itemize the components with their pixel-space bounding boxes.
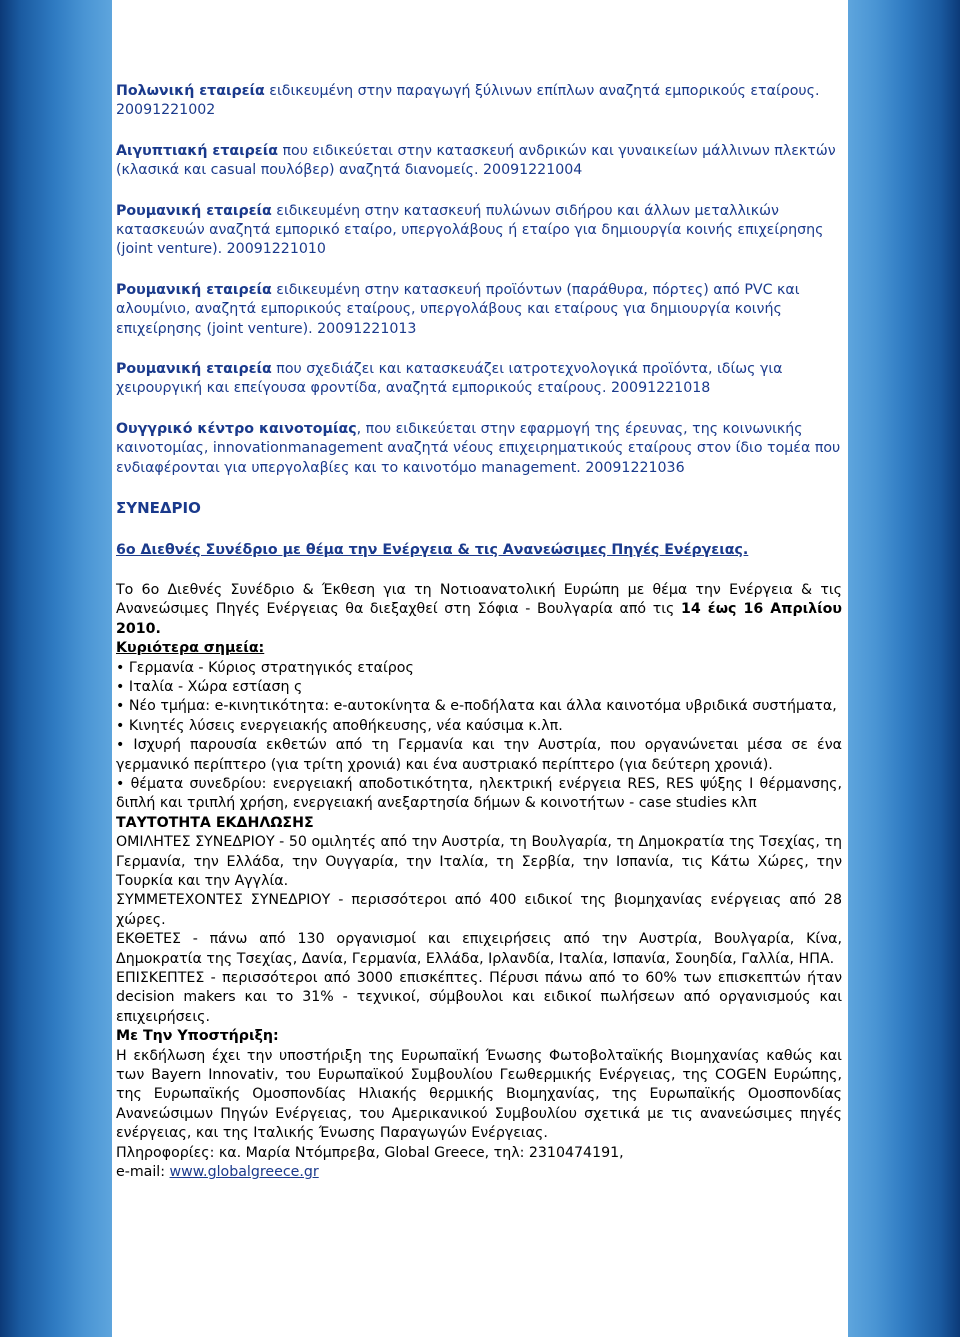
- listing-ref: 20091221002: [116, 102, 216, 119]
- listing-description: που σχεδιάζει και κατασκευάζει ιατροτεχνολογικά προϊόντα, ιδίως για χειρουργική και επείγουσα φροντίδα, αναζητά εμπορικούς εταίρους.: [116, 361, 783, 397]
- identity-label: ΤΑΥΤΟΤΗΤΑ ΕΚΔΗΛΩΣΗΣ: [116, 814, 314, 831]
- identity-item: ΕΚΘΕΤΕΣ - πάνω από 130 οργανισμοί και επιχειρήσεις από την Αυστρία, Βουλγαρία, Κίνα, Δημοκρατία της Τσεχίας, Δανία, Γερμανία, Ελλάδα, Ιρλανδία, Ιταλία, Ισπανία, Σουηδία, Γαλλία, ΗΠΑ.: [116, 931, 842, 967]
- highlight-item: • Γερμανία - Κύριος στρατηγικός εταίρος: [116, 659, 842, 678]
- listing-entry: [116, 202, 842, 260]
- identity-item: ΟΜΙΛΗΤΕΣ ΣΥΝΕΔΡΙΟΥ - 50 ομιλητές από την Αυστρία, τη Βουλγαρία, τη Δημοκρατία της Τσεχίας, τη Γερμανία, την Ελλάδα, την Ουγγαρία, την Ιταλία, τη Σερβία, την Ισπανία, τις Κάτω Χώρες, την Τουρκία και την Αγγλία.: [116, 834, 842, 889]
- listing-ref: 20091221013: [317, 320, 417, 337]
- email-label: e-mail:: [116, 1164, 170, 1181]
- listing-company: Ρουμανική εταιρεία: [116, 281, 272, 298]
- support-text: Η εκδήλωση έχει την υποστήριξη της Ευρωπαϊκή Ένωσης Φωτοβολταϊκής Βιομηχανίας καθώς και των Bayern Innovativ, του Ευρωπαϊκού Συμβουλίου Γεωθερμικής Ενέργειας, της COGEN Ευρώπης, της Ευρωπαϊκής Ομοσπονδίας Ηλιακής θερμικής Βιομηχανίας, της Ευρωπαϊκής Ομοσπονδίας Ανανεώσιμων Πηγών Ενέργειας, του Αμερικανικού Συμβουλίου σχετικά με τις ανανεώσιμες πηγές ενέργειας, και της Ιταλικής Ένωσης Παραγωγών Ενέργειας.: [116, 1047, 842, 1142]
- website-link[interactable]: www.globalgreece.gr: [169, 1164, 319, 1181]
- listing-description: ειδικευμένη στην κατασκευή προϊόντων (παράθυρα, πόρτες) από PVC και αλουμίνιο, αναζητά εμπορικούς εταίρους, υπεργολάβους και εταίρους για δημιουργία κοινής επιχείρησης (joint venture).: [116, 281, 800, 337]
- listing-entry: [116, 82, 842, 121]
- listing-ref: 20091221036: [585, 459, 685, 476]
- listing-entry: [116, 142, 842, 181]
- listing-description: ειδικευμένη στην κατασκευή πυλώνων σιδήρου και άλλων μεταλλικών κατασκευών αναζητά εμπορικό εταίρο, υπεργολάβους ή εταίρο για δημιουργία κοινής επιχείρησης (joint venture).: [116, 202, 824, 258]
- highlight-item: • Νέο τμήμα: e-κινητικότητα: e-αυτοκίνητα & e-ποδήλατα και άλλα καινοτόμα υβριδικά συστήματα,: [116, 697, 842, 716]
- identity-item: ΣΥΜΜΕΤΕΧΟΝΤΕΣ ΣΥΝΕΔΡΙΟΥ - περισσότεροι από 400 ειδικοί της βιομηχανίας ενέργειας από 28 χώρες.: [116, 892, 842, 928]
- listing-description: , που ειδικεύεται στην εφαρμογή της έρευνας, της κοινωνικής καινοτομίας, innovationmanagement αναζητά νέους επιχειρηματικούς εταίρους στον ίδιο τομέα που ενδιαφέρονται για υπεργολαβίες και το καινοτόμο management.: [116, 420, 841, 476]
- highlight-item: • Ισχυρή παρουσία εκθετών από τη Γερμανία και την Αυστρία, που οργανώνεται μέσα σε ένα γερμανικό περίπτερο (για τρίτη χρονιά) και ένα αυστριακό περίπτερο (για δεύτερη χρονιά).: [116, 736, 842, 775]
- listing-company: Ρουμανική εταιρεία: [116, 361, 272, 378]
- listing-company: Ρουμανική εταιρεία: [116, 202, 272, 219]
- listing-ref: 20091221010: [226, 241, 326, 258]
- listing-description: που ειδικεύεται στην κατασκευή ανδρικών και γυναικείων μάλλινων πλεκτών (κλασικά και casual πουλόβερ) αναζητά διανομείς.: [116, 142, 836, 179]
- contact-info: Πληροφορίες: κα. Μαρία Ντόμπρεβα, Global Greece, τηλ: 2310474191,: [116, 1144, 624, 1161]
- listing-company: Ουγγρικό κέντρο καινοτομίας: [116, 420, 357, 437]
- section-heading: ΣΥΝΕΔΡΙΟ: [116, 499, 201, 518]
- listing-description: ειδικευμένη στην παραγωγή ξύλινων επίπλων αναζητά εμπορικούς εταίρους.: [264, 83, 820, 99]
- support-label: Με Την Υποστήριξη:: [116, 1028, 279, 1045]
- listing-company: Αιγυπτιακή εταιρεία: [116, 142, 278, 159]
- listing-entry: [116, 360, 842, 399]
- highlights-label: Κυριότερα σημεία:: [116, 640, 265, 657]
- conference-title: 6ο Διεθνές Συνέδριο με θέμα την Ενέργεια & τις Ανανεώσιμες Πηγές Ενέργειας.: [116, 541, 749, 558]
- listing-entry: [116, 281, 842, 339]
- conference-intro: [116, 581, 842, 639]
- document-content: [116, 82, 842, 1183]
- highlight-item: • Κινητές λύσεις ενεργειακής αποθήκευσης, νέα καύσιμα κ.λπ.: [116, 717, 842, 736]
- document-page: [112, 0, 848, 1337]
- listing-entry: [116, 420, 842, 478]
- highlight-item: • θέματα συνεδρίου: ενεργειακή αποδοτικότητα, ηλεκτρική ενέργεια RES, RES ψύξης Ι θέρμανσης, διπλή και τριπλή χρήση, ενεργειακή ανεξαρτησία δήμων & κοινοτήτων - case studies κλπ: [116, 775, 842, 814]
- intro-text: Το 6ο Διεθνές Συνέδριο & Έκθεση για τη Νοτιοανατολική Ευρώπη με θέμα την Ενέργεια & τις Ανανεώσιμες Πηγές Ενέργειας θα διεξαχθεί στη Σόφια - Βουλγαρία από τις: [116, 581, 842, 618]
- identity-item: ΕΠΙΣΚΕΠΤΕΣ - περισσότεροι από 3000 επισκέπτες. Πέρυσι πάνω από το 60% των επισκεπτών ήταν decision makers και το 31% - τεχνικοί, σύμβουλοι και ειδικοί πωλήσεων από οργανισμούς και επιχειρήσεις.: [116, 970, 842, 1025]
- email-line: [116, 1163, 842, 1182]
- highlight-item: • Ιταλία - Χώρα εστίαση ς: [116, 678, 842, 697]
- listing-ref: 20091221004: [483, 162, 583, 179]
- intro-dates: 14 έως 16 Απριλίου 2010.: [116, 601, 842, 637]
- listing-ref: 20091221018: [611, 380, 711, 397]
- listing-company: Πολωνική εταιρεία: [116, 83, 265, 99]
